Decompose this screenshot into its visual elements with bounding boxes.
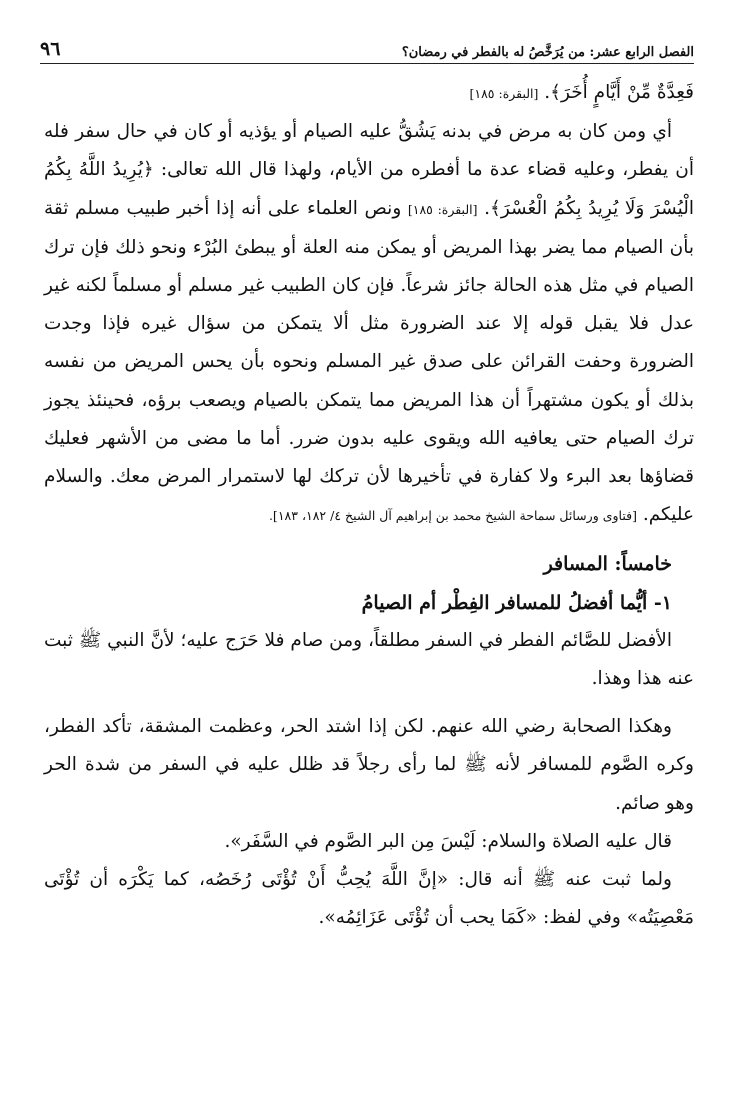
page-number: ٩٦ <box>40 38 61 60</box>
chapter-title: الفصل الرابع عشر: من يُرَخَّصُ له بالفطر في رمضان؟ <box>401 45 694 60</box>
hadith-paragraph: قال عليه الصلاة والسلام: لَيْسَ مِن البر الصَّوم في السَّفَر». <box>224 830 672 852</box>
explanation-paragraph <box>44 113 694 535</box>
header-rule <box>40 63 694 64</box>
explanation-text-b: ونص العلماء على أنه إذا أخبر طبيب مسلم ثقة بأن الصيام مما يضر بهذا المريض أو يمكن منه العلة أو يبطئ البُرْء ونحو ذلك فإن ترك الصيام في مثل هذه الحالة جائز شرعاً. فإن كان الطبيب غير مسلم أو مسلماً لكنه غير عدل فلا يقبل قوله إلا عند الضرورة مثل ألا يتمكن من سؤال غيره فإذا وجدت الضرورة وحفت القرائن على صدق غير المسلم ونحوه بأن يحس المريض من نفسه بذلك أو يكون مشتهراً أن هذا المريض مما يتمكن بالصيام ويصعب برؤه، فحينئذ يجوز ترك الصيام حتى يعافيه الله ويقوى عليه بدون ضرر. أما ما مضى من الأشهر فعليك قضاؤها بعد البرء ولا كفارة في تأخيرها لأن تركك لها لاستمرار المرض معك. والسلام عليكم. <box>44 197 694 526</box>
verse-reference: [البقرة: ١٨٥] <box>469 86 539 101</box>
ruling-paragraph: الأفضل للصَّائم الفطر في السفر مطلقاً، ومن صام فلا حَرَج عليه؛ لأنَّ النبي ﷺ ثبت عنه هذا وهذا. <box>44 629 694 690</box>
section-heading: خامساً: المسافر <box>543 553 672 576</box>
page-body <box>44 74 694 937</box>
explanation-text-a: أي ومن كان به مرض في بدنه يَشُقُّ عليه الصيام أو يؤذيه أو كان في حال سفر فله أن يفطر، وعليه قضاء عدة ما أفطره من الأيام، ولهذا قال الله تعالى: ﴿يُرِيدُ اللَّهُ بِكُمُ الْيُسْرَ وَلَا يُرِيدُ بِكُمُ الْعُسْرَ﴾. <box>44 121 695 219</box>
companions-paragraph: وهكذا الصحابة رضي الله عنهم. لكن إذا اشتد الحر، وعظمت المشقة، تأكد الفطر، وكره الصَّوم للمسافر لأنه ﷺ لما رأى رجلاً قد ظلل عليه في السفر من شدة الحر وهو صائم. <box>44 716 694 814</box>
verse-paragraph <box>44 74 694 113</box>
fatwa-reference: [فتاوى ورسائل سماحة الشيخ محمد بن إبراهيم آل الشيخ ٤/ ١٨٢، ١٨٣]. <box>268 508 637 524</box>
subsection-heading: ١- أيُّما أفضلُ للمسافر الفِطْر أم الصيامُ <box>361 591 672 614</box>
explanation-reference: [البقرة: ١٨٥] <box>407 201 478 217</box>
verse-text: فَعِدَّةٌ مِّنْ أَيَّامٍ أُخَرَ﴾. <box>544 82 694 103</box>
running-header <box>40 34 694 60</box>
hadith-rukhsa-paragraph: ولما ثبت عنه ﷺ أنه قال: «إنَّ اللَّهَ يُحِبُّ أَنْ تُؤْتَى رُخَصُه، كما يَكْرَه أن تُؤْتَى مَعْصِيَتُه» وفي لفظ: «كَمَا يحب أن تُؤْتَى عَزَائِمُه». <box>44 869 694 929</box>
